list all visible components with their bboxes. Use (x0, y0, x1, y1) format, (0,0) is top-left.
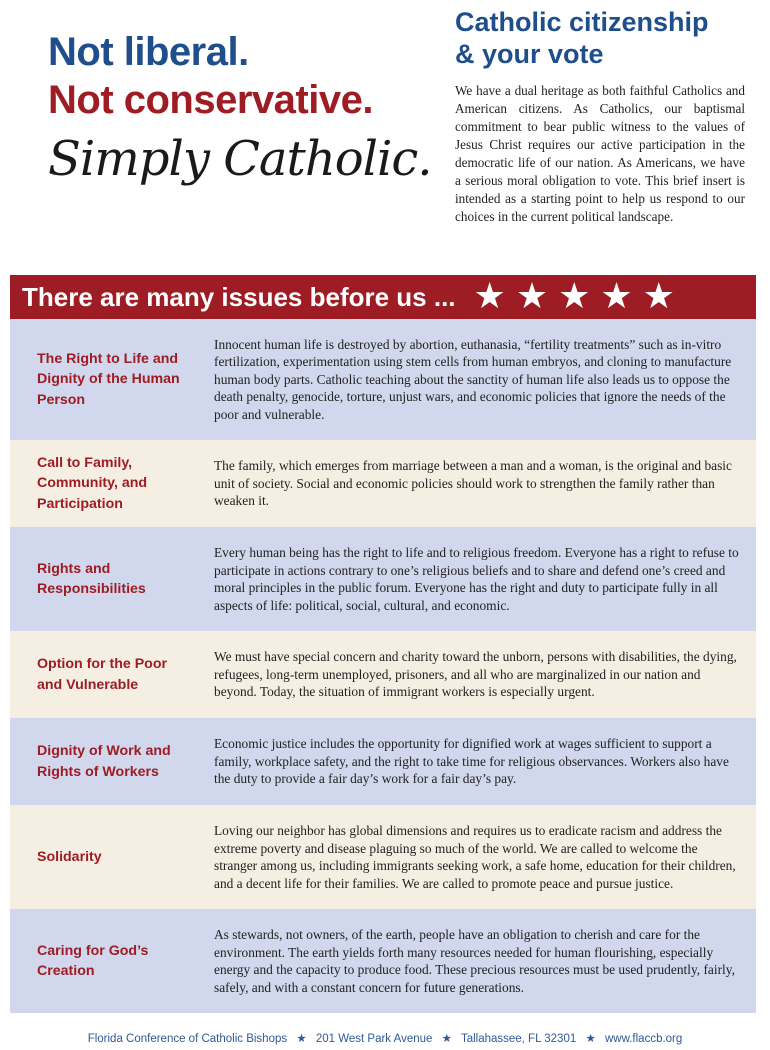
issue-text: Economic justice includes the opportunity for dignified work at wages sufficient to support a family, workplace safety, and the right to take time for religious observances. Workers also have the duty to provide a fair day’s work for a fair day’s pay. (214, 736, 729, 787)
issue-label: Solidarity (37, 848, 102, 865)
headline-not-liberal: Not liberal. (48, 30, 249, 74)
star-icon: ★ (600, 276, 633, 317)
issue-label: Rights and Responsibilities (37, 560, 146, 597)
headline-not-conservative: Not conservative. (48, 78, 373, 122)
issue-row-solidarity (10, 805, 756, 909)
issue-label: Caring for God’s Creation (37, 942, 149, 979)
issue-label: The Right to Life and Dignity of the Human Person (37, 350, 180, 408)
star-separator-icon: ★ (441, 1033, 452, 1045)
issue-label: Call to Family, Community, and Participation (37, 454, 148, 512)
footer-city: Tallahassee, FL 32301 (460, 1033, 577, 1045)
issue-text: Innocent human life is destroyed by abortion, euthanasia, “fertility treatments” such as in-vitro fertilization, experimentation using stem cells from human embryos, and cloning to manufacture human body parts. Catholic teaching about the sanctity of human life also leads us to oppose the death penalty, genocide, torture, unjust wars, and economic policies that ignore the needs of the poor and vulnerable. (214, 336, 732, 422)
intro-section (455, 6, 745, 226)
issue-text: We must have special concern and charity toward the unborn, persons with disabilities, the dying, refugees, long-term unemployed, prisoners, and all who are marginalized in our nation and beyond. Today, the situation of immigrant workers is especially urgent. (214, 649, 737, 700)
star-separator-icon: ★ (296, 1033, 307, 1045)
intro-title (455, 6, 745, 70)
star-icon: ★ (515, 276, 549, 317)
star-icon: ★ (642, 276, 675, 317)
issues-banner (10, 275, 756, 319)
footer-website[interactable]: www.flaccb.org (604, 1033, 683, 1045)
issue-label: Option for the Poor and Vulnerable (37, 656, 168, 693)
issue-row-creation (10, 909, 756, 1013)
issue-label: Dignity of Work and Rights of Workers (37, 743, 171, 780)
issue-text: The family, which emerges from marriage between a man and a woman, is the original and basic unit of society. Social and economic policies should work to strengthen the family rather than weaken it. (214, 458, 732, 509)
issue-row-work (10, 718, 756, 805)
issue-text: Loving our neighbor has global dimensions and requires us to eradicate racism and address the extreme poverty and disease plaguing so much of the world. We are called to welcome the stranger among us, including immigrants seeking work, a safe home, education for their children, and a decent life for their families. We are called to promote peace and pursue justice. (214, 823, 736, 891)
issue-row-poor (10, 631, 756, 718)
intro-title-line2: & your vote (455, 39, 604, 69)
star-separator-icon: ★ (585, 1033, 596, 1045)
headline (48, 28, 432, 194)
star-icon: ★ (473, 276, 506, 317)
issue-row-right-to-life (10, 319, 756, 440)
footer-org: Florida Conference of Catholic Bishops (87, 1033, 288, 1045)
issue-row-rights (10, 527, 756, 631)
issues-table (10, 319, 756, 1013)
footer (0, 1031, 770, 1045)
headline-simply-catholic: Simply Catholic. (48, 131, 432, 187)
banner-stars (473, 276, 675, 317)
star-icon: ★ (558, 276, 591, 317)
issue-row-family (10, 440, 756, 527)
issue-text: Every human being has the right to life and to religious freedom. Everyone has a right to refuse to participate in actions contrary to one’s religious beliefs and to share and defend one’s creed and moral principles in the public forum. Everyone has the right and duty to participate fully in all aspects of life: political, social, cultural, and economic. (214, 545, 739, 613)
issue-text: As stewards, not owners, of the earth, people have an obligation to cherish and care for the environment. The earth yields forth many resources needed for human flourishing, especially energy and the capacity to produce food. These precious resources must be used prudently, fairly, safely, and with a constant concern for future generations. (214, 927, 735, 995)
footer-address: 201 West Park Avenue (315, 1033, 433, 1045)
banner-title: There are many issues before us ... (22, 281, 456, 312)
intro-title-line1: Catholic citizenship (455, 7, 709, 37)
intro-body: We have a dual heritage as both faithful Catholics and American citizens. As Catholics, our baptismal commitment to bear public witness to the values of Jesus Christ requires our active participation in the democratic life of our nation. As Americans, we have a serious moral obligation to vote. This brief insert is intended as a starting point to help us respond to our choices in the current political landscape. (455, 83, 745, 224)
